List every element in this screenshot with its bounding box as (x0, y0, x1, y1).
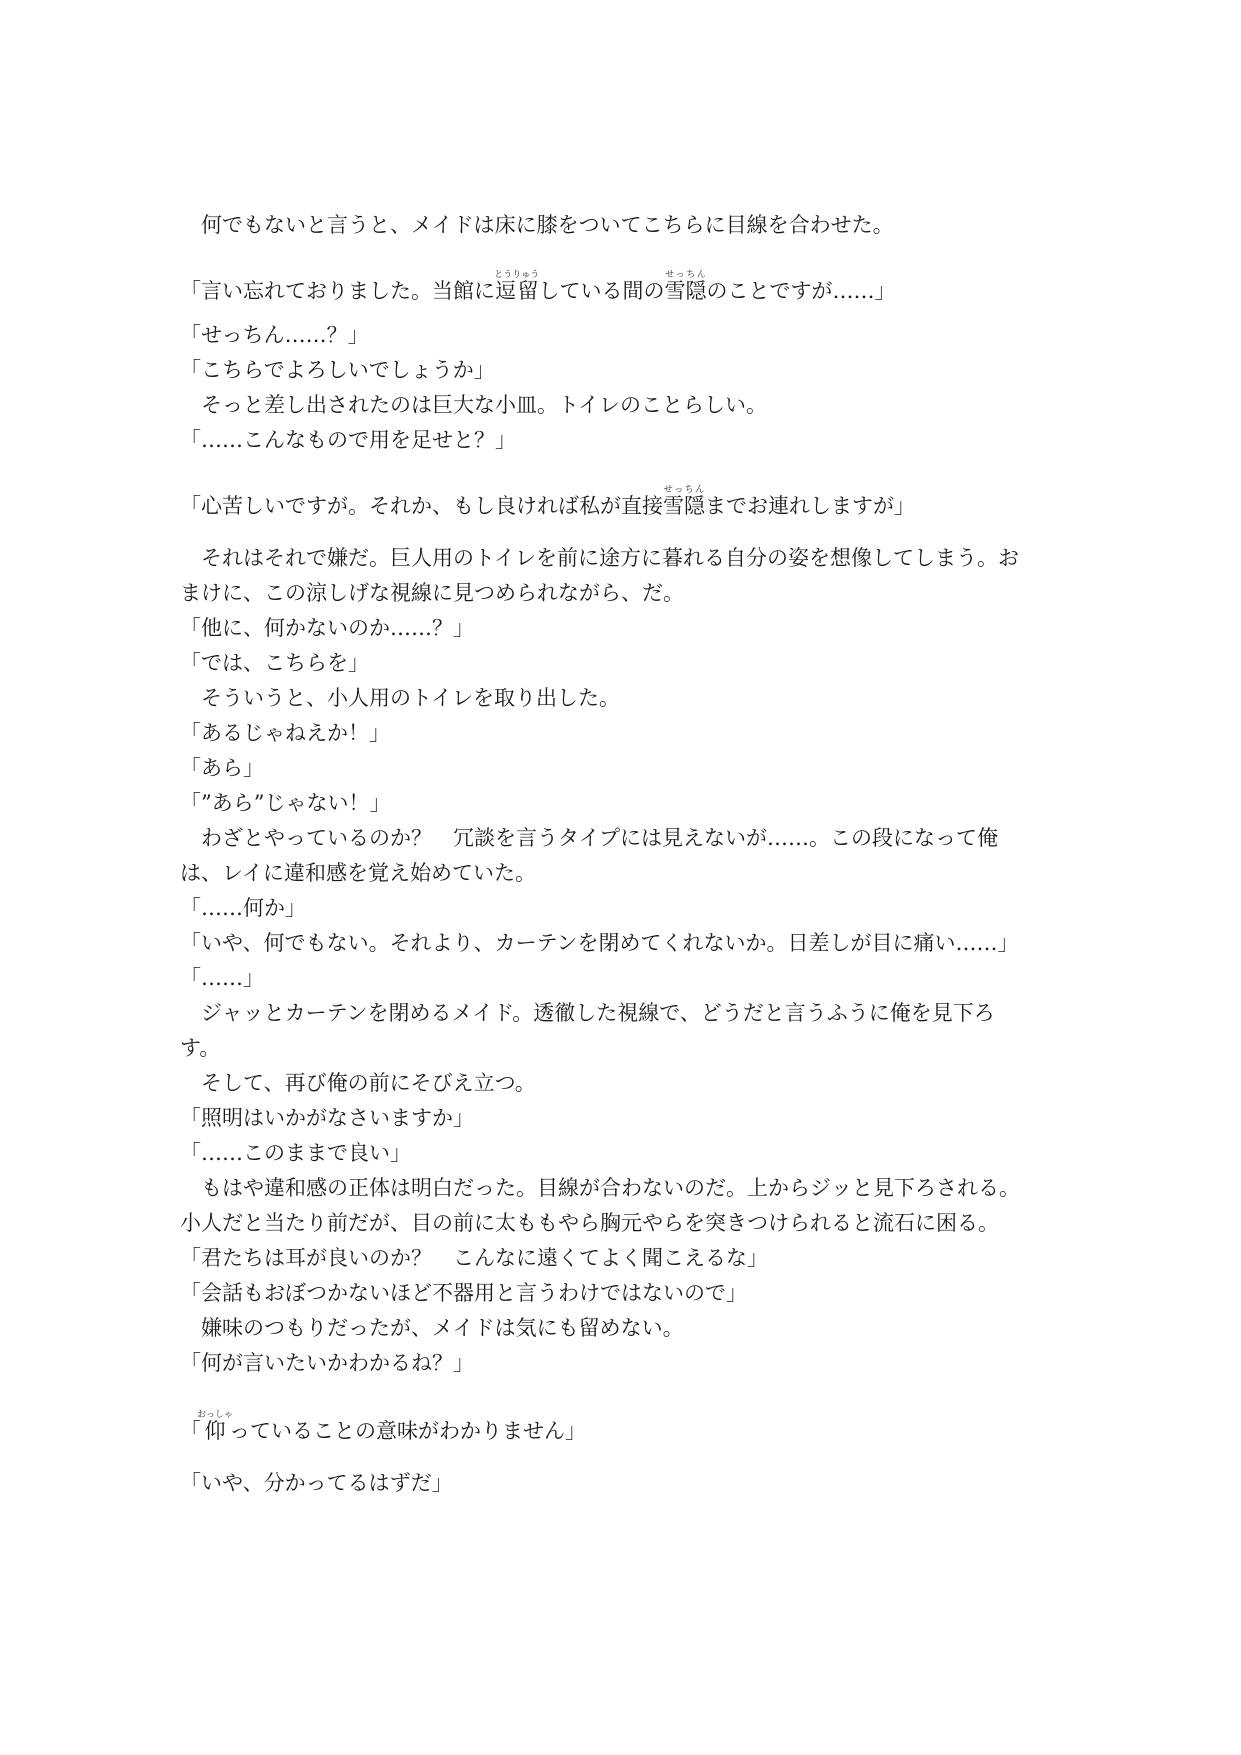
ruby-reading: せっちん (664, 270, 707, 280)
ruby-annotation (663, 485, 705, 518)
text-line (180, 1410, 586, 1444)
text-segment: までお連れしますが」 (705, 494, 915, 518)
ruby-base: 逗留 (494, 279, 540, 303)
text-line: もはや違和感の正体は明白だった。目線が合わないのだ。上からジッと見下ろされる。 (180, 1176, 1020, 1200)
text-line: 「こちらでよろしいでしょうか」 (180, 358, 495, 382)
text-line: そういうと、小人用のトイレを取り出した。 (180, 686, 620, 710)
ruby-reading: とうりゅう (494, 270, 540, 280)
ruby-annotation (494, 270, 540, 303)
text-segment: 」 (874, 279, 896, 303)
ruby-annotation (197, 1410, 234, 1443)
ruby-reading: おっしゃ (197, 1410, 234, 1420)
text-line: そして、再び俺の前にそびえ立つ。 (180, 1071, 536, 1095)
text-line: 「他に、何かないのか……？」 (180, 616, 474, 640)
text-line: そっと差し出されたのは巨大な小皿。トイレのことらしい。 (180, 393, 767, 417)
text-line: 「では、こちらを」 (180, 651, 369, 675)
text-line: す。 (180, 1036, 221, 1060)
text-line: 小人だと当たり前だが、目の前に太ももやら胸元やらを突きつけられると流石に困る。 (180, 1211, 999, 1235)
text-line: 「せっちん……？」 (180, 323, 369, 347)
text-line: 「……何か」 (180, 896, 306, 920)
text-line: まけに、この涼しげな視線に見つめられながら、だ。 (180, 581, 684, 605)
text-line: 「照明はいかがなさいますか」 (180, 1106, 474, 1130)
text-line: 「……このままで良い」 (180, 1141, 411, 1165)
text-line: 「あるじゃねえか！」 (180, 721, 390, 745)
text-line: 「何が言いたいかわかるね？」 (180, 1351, 474, 1375)
text-line: 「……こんなもので用を足せと？」 (180, 428, 516, 452)
text-line: わざとやっているのか？ 冗談を言うタイプには見えないが……。この段になって俺 (180, 826, 998, 850)
text-segment: している間の (538, 279, 665, 303)
text-segment: っていることの意味がわかりません」 (229, 1419, 586, 1443)
text-line (180, 485, 915, 519)
text-line: それはそれで嫌だ。巨人用のトイレを前に途方に暮れる自分の姿を想像してしまう。お (180, 546, 1019, 570)
ruby-reading: せっちん (663, 485, 705, 495)
ruby-annotation (664, 270, 707, 303)
text-line: 「いや、何でもない。それより、カーテンを閉めてくれないか。日差しが目に痛い……」 (180, 931, 1019, 955)
text-line: 「”あら”じゃない！」 (180, 791, 391, 815)
text-line: 「会話もおぼつかないほど不器用と言うわけではないので」 (180, 1281, 747, 1305)
ruby-base: 仰 (197, 1419, 233, 1443)
text-line: 何でもないと言うと、メイドは床に膝をついてこちらに目線を合わせた。 (180, 213, 894, 237)
text-segment: 「言い忘れておりました。当館に (180, 279, 495, 303)
text-line: 嫌味のつもりだったが、メイドは気にも留めない。 (180, 1316, 684, 1340)
text-segment: のことですが…… (706, 279, 875, 303)
ruby-base: 雪隠 (664, 279, 707, 303)
text-segment: 「心苦しいですが。それか、もし良ければ私が直接 (180, 494, 663, 518)
text-segment: 「 (180, 1419, 201, 1443)
text-line: 「君たちは耳が良いのか？ こんなに遠くてよく聞こえるな」 (180, 1246, 768, 1270)
text-line (180, 270, 896, 304)
ruby-base: 雪隠 (663, 494, 705, 518)
text-line: ジャッとカーテンを閉めるメイド。透徹した視線で、どうだと言うふうに俺を見下ろ (180, 1001, 995, 1025)
text-line: 「……」 (180, 966, 264, 990)
text-line: 「いや、分かってるはずだ」 (180, 1471, 453, 1495)
text-line: 「あら」 (180, 756, 264, 780)
text-line: は、レイに違和感を覚え始めていた。 (180, 861, 536, 885)
